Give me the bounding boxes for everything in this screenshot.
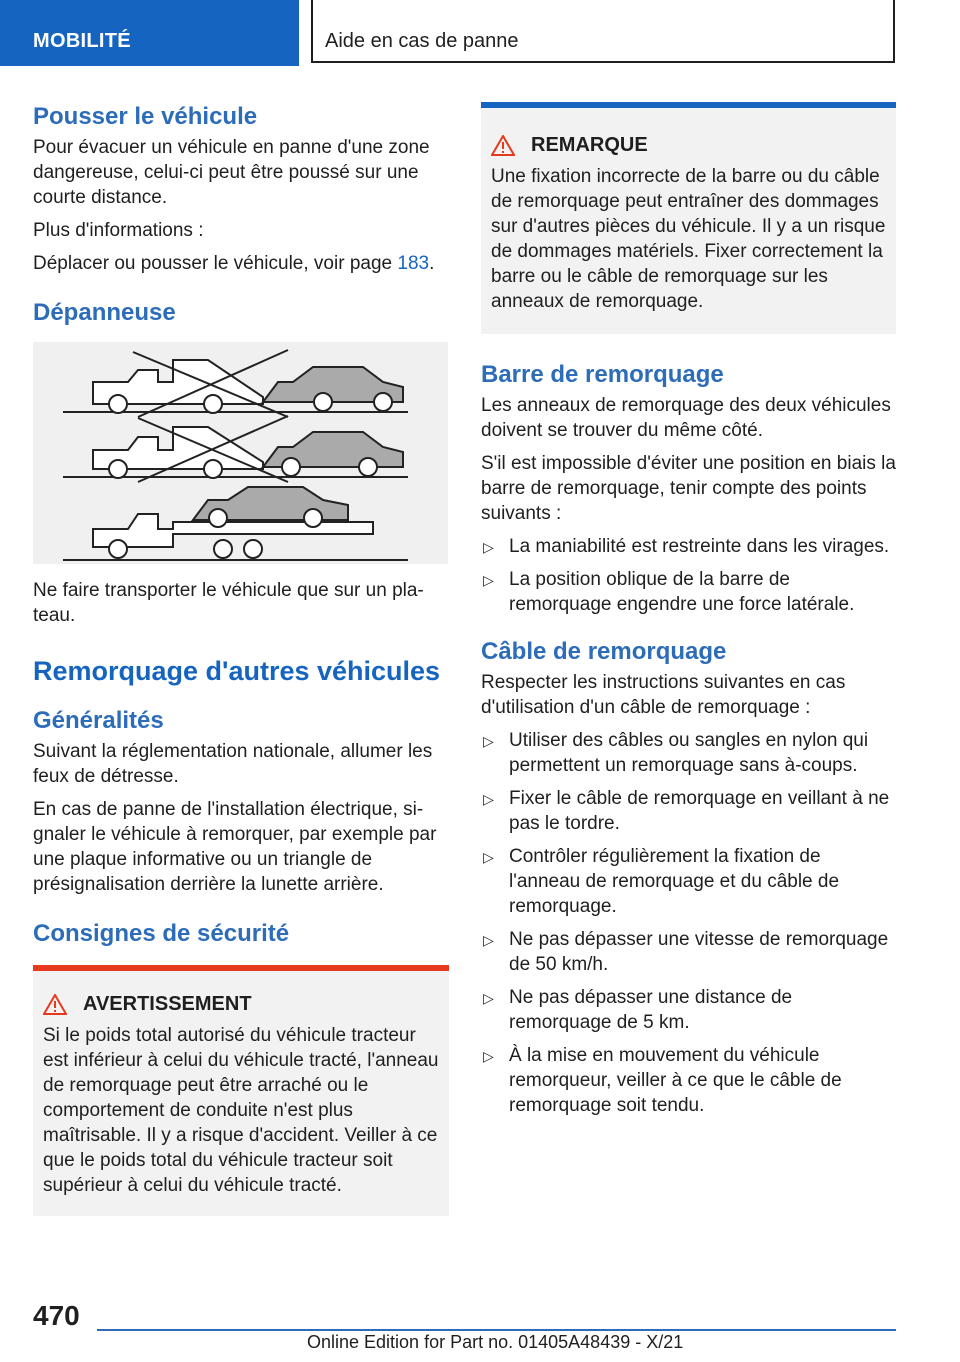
list-item-text: Contrôler régulièrement la fixation de l'anneau de remorquage et du câble de remorquage. bbox=[509, 846, 840, 917]
footer-divider bbox=[97, 1329, 896, 1331]
more-info-text: Plus d'informations : bbox=[33, 220, 204, 241]
note-text: Une fixation incorrecte de la barre ou du câble de remorquage peut entraîner des dommages sur d'autres pièces du véhicule. Il y a un risque de dommages matériels. Fixer correctement la barre ou le câble de remorquage sur les anneaux de remorquage. bbox=[491, 166, 886, 312]
bar-text-1: Les anneaux de remorquage des deux véhicules doivent se trouver du même côté. bbox=[481, 395, 891, 441]
list-item-text: À la mise en mouvement du véhicule remorqueur, veiller à ce que le câble de remorquage soit tendu. bbox=[509, 1045, 842, 1116]
note-title-row bbox=[481, 128, 896, 162]
list-item bbox=[481, 567, 896, 617]
bullet-triangle-icon: ▷ bbox=[483, 932, 494, 948]
warning-title-row bbox=[33, 987, 449, 1021]
section-tab bbox=[0, 0, 299, 66]
bullet-triangle-icon: ▷ bbox=[483, 733, 494, 749]
tow-heading: Dépanneuse bbox=[33, 299, 176, 326]
list-item-text: Utiliser des câbles ou sangles en nylon qui permettent un remorquage sans à-coups. bbox=[509, 730, 869, 776]
move-text-end: . bbox=[429, 253, 435, 274]
chapter-label: Aide en cas de panne bbox=[325, 30, 519, 52]
list-item bbox=[481, 786, 896, 836]
note-bar bbox=[481, 102, 896, 108]
warning-text: Si le poids total autorisé du véhicule tracteur est inférieur à celui du véhicule tracté, l'anneau de remorquage peut être arraché ou le comportement de conduite n'est plus maîtrisable. Il y a risque d'accident. Veiller à ce que le poids total du véhicule tracteur soit supérieur à celui du véhicule tracté. bbox=[43, 1025, 439, 1196]
page-link-183[interactable]: 183 bbox=[397, 253, 430, 274]
list-item bbox=[481, 927, 896, 977]
warning-bar bbox=[33, 965, 449, 971]
cable-list bbox=[481, 728, 896, 1118]
list-item-text: La position oblique de la barre de remorquage engendre une force latérale. bbox=[509, 569, 855, 615]
list-item bbox=[481, 985, 896, 1035]
list-item-text: Ne pas dépasser une distance de remorquage de 5 km. bbox=[509, 987, 793, 1033]
general-text-2: En cas de panne de l'installation électrique, si-gnaler le véhicule à remorquer, par exemple par une plaque informative ou un triangle de présignalisation derrière la lunette arrière. bbox=[33, 799, 437, 895]
bar-text-2: S'il est impossible d'éviter une position en biais la barre de remorquage, tenir compte des points suivants : bbox=[481, 453, 896, 524]
bar-list bbox=[481, 534, 896, 617]
bar-heading: Barre de remorquage bbox=[481, 361, 724, 388]
list-item-text: Fixer le câble de remorquage en veillant à ne pas le tordre. bbox=[509, 788, 890, 834]
bullet-triangle-icon: ▷ bbox=[483, 791, 494, 807]
edition-text: Online Edition for Part no. 01405A48439 - X/21 bbox=[307, 1332, 684, 1352]
right-column bbox=[481, 102, 896, 1118]
towing-main-heading: Remorquage d'autres véhicules bbox=[33, 656, 441, 686]
bullet-triangle-icon: ▷ bbox=[483, 849, 494, 865]
bullet-triangle-icon: ▷ bbox=[483, 1048, 494, 1064]
move-text-label: Déplacer ou pousser le véhicule, voir page bbox=[33, 253, 398, 274]
safety-heading: Consignes de sécurité bbox=[33, 920, 290, 947]
tow-truck-drawing bbox=[33, 342, 448, 564]
list-item bbox=[481, 1043, 896, 1118]
tow-truck-illustration bbox=[33, 342, 448, 564]
tow-caption: Ne faire transporter le véhicule que sur un pla-teau. bbox=[33, 580, 424, 626]
move-text bbox=[33, 251, 449, 276]
list-item bbox=[481, 534, 896, 559]
warning-title: AVERTISSEMENT bbox=[83, 992, 252, 1015]
list-item bbox=[481, 844, 896, 919]
chapter-tab bbox=[311, 0, 895, 63]
general-heading: Généralités bbox=[33, 707, 164, 734]
warning-box bbox=[33, 965, 449, 1216]
warning-triangle-icon bbox=[43, 994, 67, 1015]
cable-heading: Câble de remorquage bbox=[481, 638, 727, 665]
list-item-text: Ne pas dépasser une vitesse de remorquage de 50 km/h. bbox=[509, 929, 889, 975]
push-text: Pour évacuer un véhicule en panne d'une zone dangereuse, celui-ci peut être poussé sur une courte distance. bbox=[33, 137, 430, 208]
bullet-triangle-icon: ▷ bbox=[483, 539, 494, 555]
bullet-triangle-icon: ▷ bbox=[483, 572, 494, 588]
note-title: REMARQUE bbox=[531, 133, 648, 156]
page-number: 470 bbox=[33, 1300, 80, 1331]
cable-text: Respecter les instructions suivantes en cas d'utilisation d'un câble de remorquage : bbox=[481, 672, 846, 718]
section-label: MOBILITÉ bbox=[33, 30, 131, 52]
note-triangle-icon bbox=[491, 135, 515, 156]
push-heading: Pousser le véhicule bbox=[33, 103, 258, 130]
list-item-text: La maniabilité est restreinte dans les virages. bbox=[509, 536, 890, 557]
bullet-triangle-icon: ▷ bbox=[483, 990, 494, 1006]
list-item bbox=[481, 728, 896, 778]
general-text-1: Suivant la réglementation nationale, allumer les feux de détresse. bbox=[33, 741, 433, 787]
note-box bbox=[481, 102, 896, 334]
left-column bbox=[33, 102, 449, 1216]
